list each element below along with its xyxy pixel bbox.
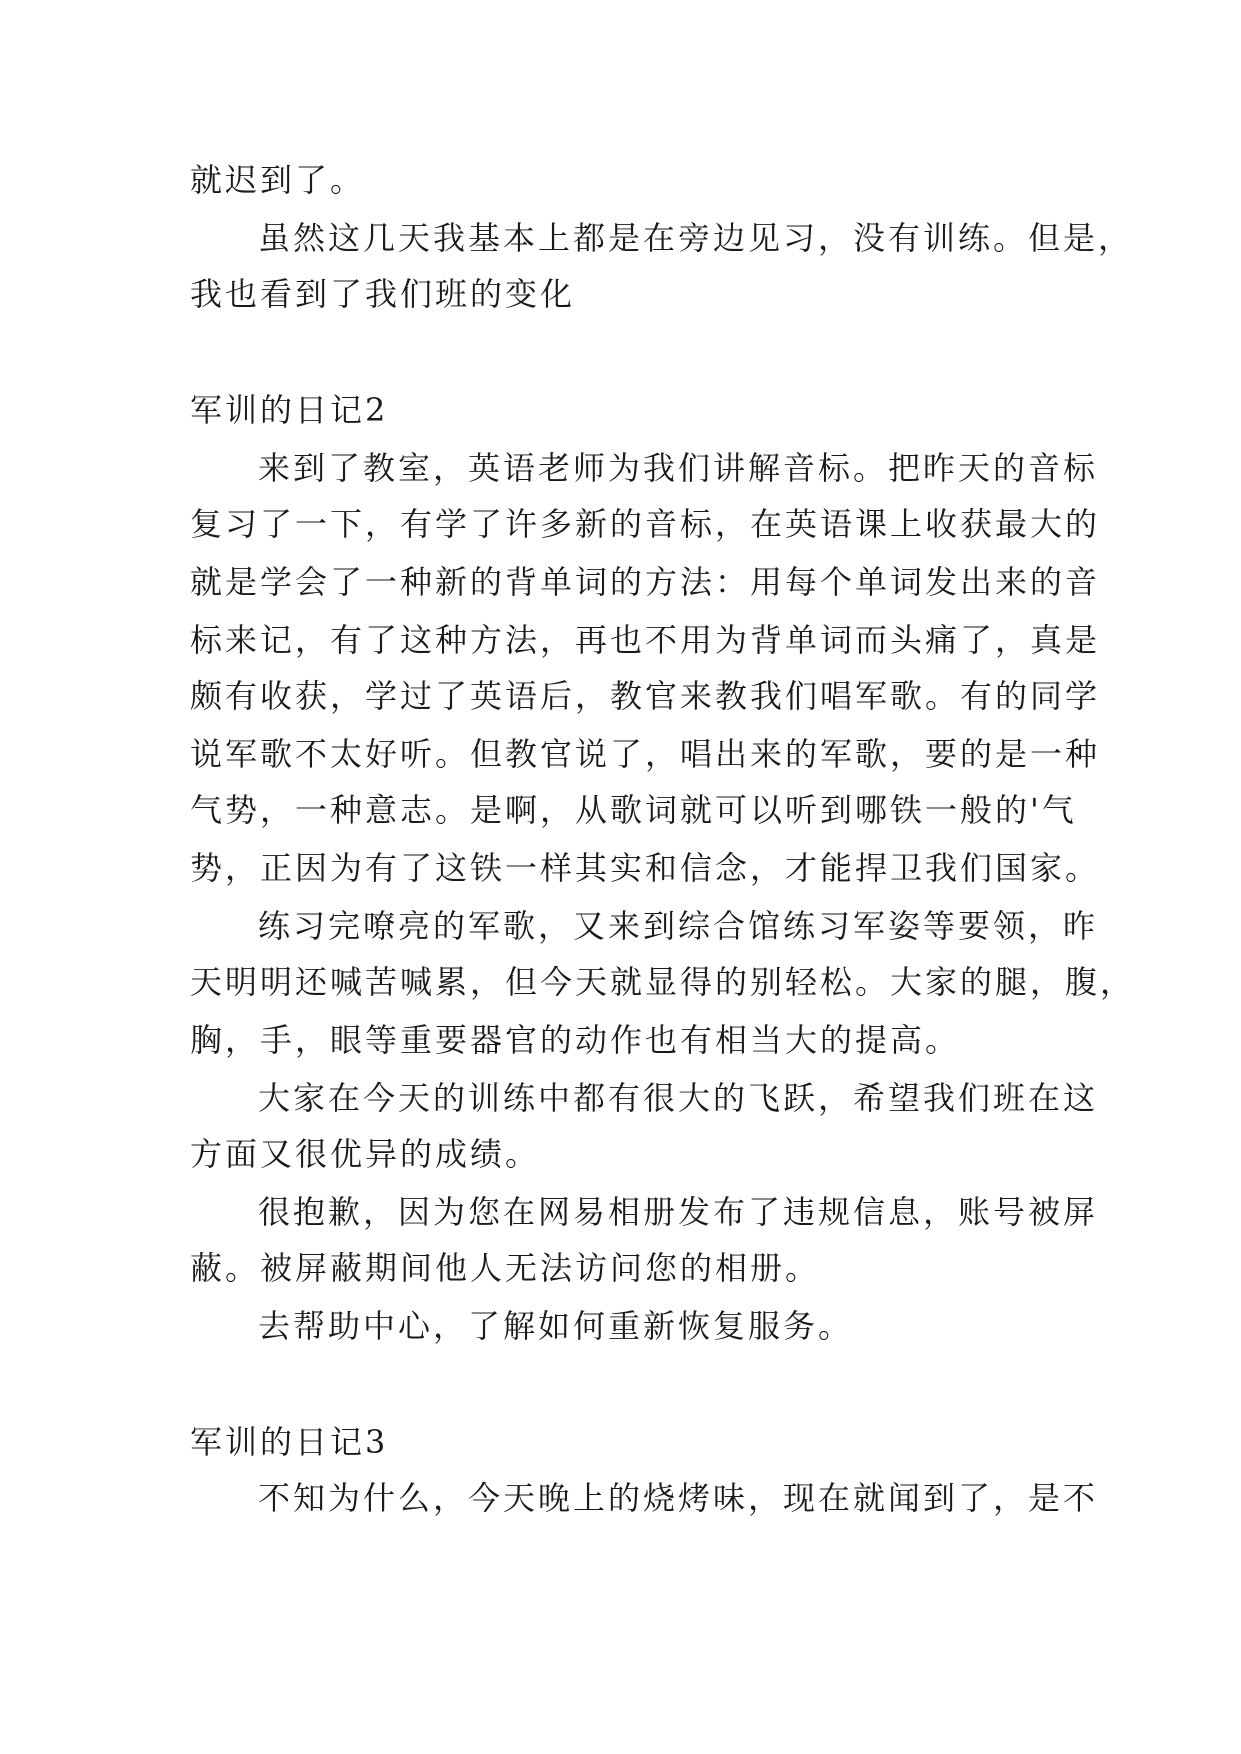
paragraph-line: 方面又很优异的成绩。: [190, 1135, 541, 1173]
paragraph-line: 标来记，有了这种方法，再也不用为背单词而头痛了，真是: [190, 621, 1101, 659]
paragraph-line: 胸，手，眼等重要器官的动作也有相当大的提高。: [190, 1021, 961, 1059]
paragraph-line: 复习了一下，有学了许多新的音标，在英语课上收获最大的: [190, 505, 1101, 543]
paragraph-line: 来到了教室，英语老师为我们讲解音标。把昨天的音标: [258, 449, 1099, 487]
paragraph-line: 气势，一种意志。是啊，从歌词就可以听到哪铁一般的'气: [190, 791, 1077, 829]
paragraph-line: 去帮助中心，了解如何重新恢复服务。: [258, 1307, 854, 1345]
paragraph-line: 我也看到了我们班的变化: [190, 275, 576, 313]
paragraph-line: 势，正因为有了这铁一样其实和信念，才能捍卫我们国家。: [190, 849, 1101, 887]
paragraph-line: 蔽。被屏蔽期间他人无法访问您的相册。: [190, 1249, 821, 1287]
paragraph-line: 颇有收获，学过了英语后，教官来教我们唱军歌。有的同学: [190, 677, 1101, 715]
paragraph-line: 很抱歉，因为您在网易相册发布了违规信息，账号被屏: [258, 1193, 1099, 1231]
paragraph-line: 练习完嘹亮的军歌，又来到综合馆练习军姿等要领，昨: [258, 907, 1099, 945]
paragraph-line: 说军歌不太好听。但教官说了，唱出来的军歌，要的是一种: [190, 735, 1101, 773]
paragraph-line: 就是学会了一种新的背单词的方法：用每个单词发出来的音: [190, 563, 1101, 601]
section-heading: 军训的日记2: [190, 391, 389, 429]
paragraph-line: 不知为什么，今天晚上的烧烤味，现在就闻到了，是不: [258, 1479, 1099, 1517]
paragraph-line: 虽然这几天我基本上都是在旁边见习，没有训练。但是，: [258, 219, 1134, 257]
section-heading: 军训的日记3: [190, 1423, 389, 1461]
paragraph-line: 就迟到了。: [190, 161, 366, 199]
paragraph-line: 天明明还喊苦喊累，但今天就显得的别轻松。大家的腿，腹，: [190, 963, 1136, 1001]
paragraph-line: 大家在今天的训练中都有很大的飞跃，希望我们班在这: [258, 1079, 1099, 1117]
